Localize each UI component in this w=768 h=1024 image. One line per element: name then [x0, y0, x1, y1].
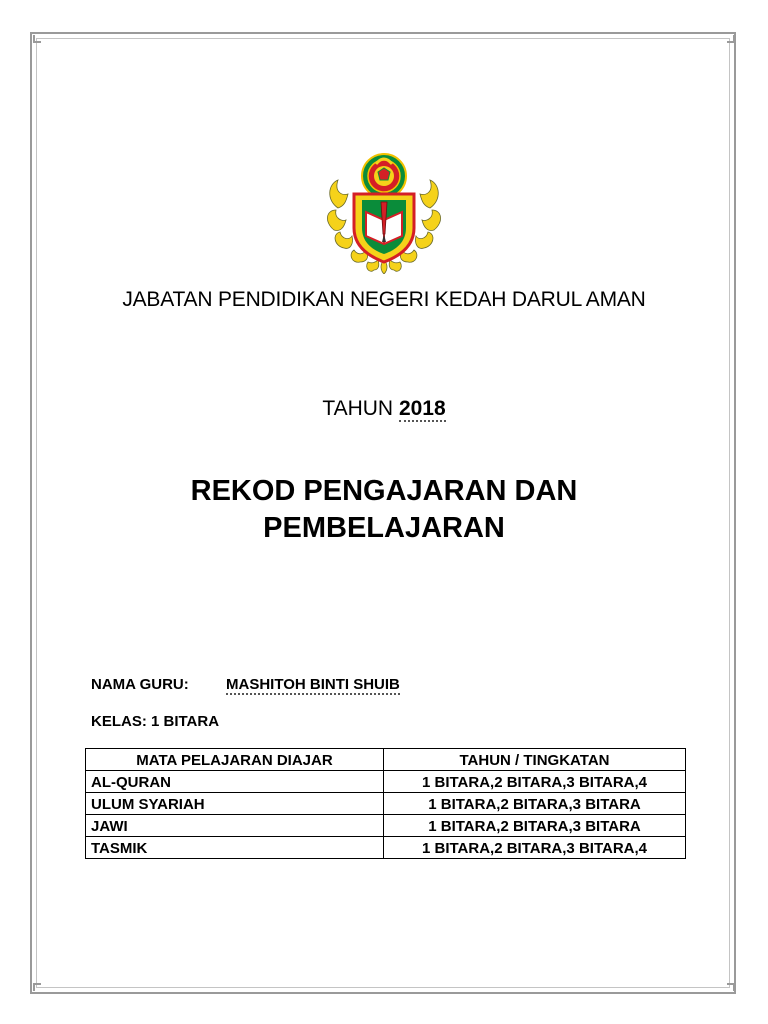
year-value: 2018 [398, 397, 446, 420]
subject-cell: AL-QURAN [86, 771, 384, 793]
page-title-line-2: PEMBELAJARAN [263, 512, 505, 544]
kedah-state-education-crest-icon [324, 150, 444, 274]
page-title-line-1: REKOD PENGAJARAN DAN [190, 475, 578, 507]
table-header-row [86, 749, 686, 771]
table-row [86, 815, 686, 837]
level-cell: 1 BITARA,2 BITARA,3 BITARA [384, 815, 686, 837]
border-corner-ornament [727, 35, 735, 43]
teacher-name-label: NAMA GURU: [91, 676, 189, 693]
level-cell: 1 BITARA,2 BITARA,3 BITARA,4 [384, 837, 686, 859]
year-line [0, 397, 768, 421]
teacher-name-field [91, 676, 400, 693]
page-title [0, 473, 768, 547]
table-row [86, 837, 686, 859]
subject-cell: ULUM SYARIAH [86, 793, 384, 815]
level-cell: 1 BITARA,2 BITARA,3 BITARA,4 [384, 771, 686, 793]
subject-cell: JAWI [86, 815, 384, 837]
border-corner-ornament [33, 35, 41, 43]
border-corner-ornament [33, 983, 41, 991]
subject-cell: TASMIK [86, 837, 384, 859]
header-subject: MATA PELAJARAN DIAJAR [86, 749, 384, 771]
department-heading: JABATAN PENDIDIKAN NEGERI KEDAH DARUL AMAN [122, 288, 646, 311]
year-label: TAHUN [322, 397, 394, 420]
border-corner-ornament [727, 983, 735, 991]
subjects-table [85, 748, 686, 859]
teacher-name-value: MASHITOH BINTI SHUIB [226, 676, 400, 693]
table-row [86, 771, 686, 793]
class-field: KELAS: 1 BITARA [91, 713, 220, 730]
level-cell: 1 BITARA,2 BITARA,3 BITARA [384, 793, 686, 815]
table-row [86, 793, 686, 815]
header-level: TAHUN / TINGKATAN [384, 749, 686, 771]
